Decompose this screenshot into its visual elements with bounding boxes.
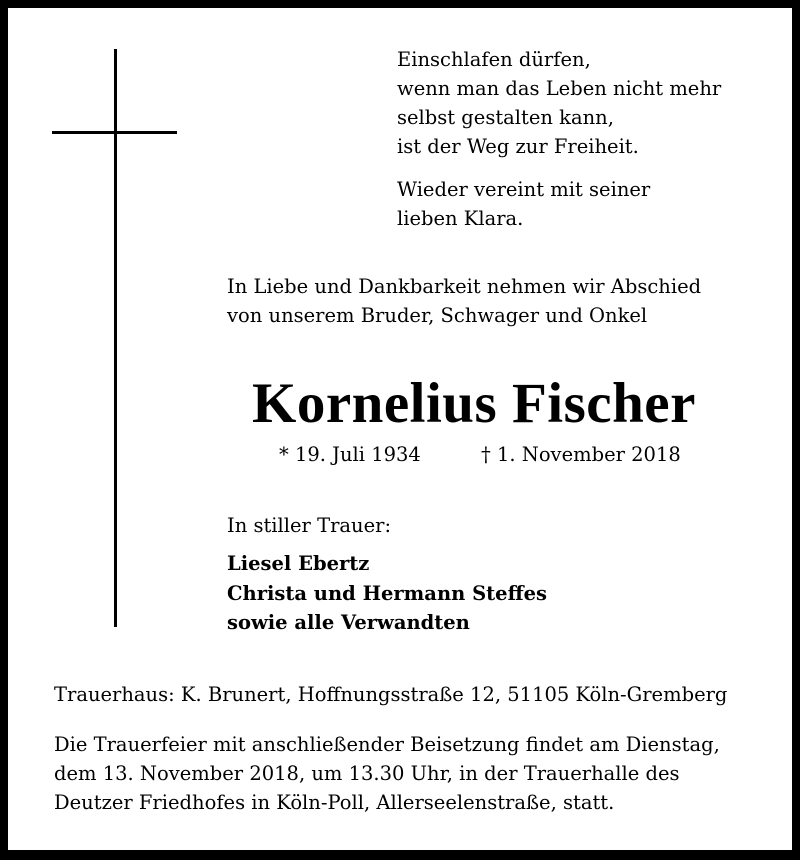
cross-icon-horizontal-bar <box>52 131 177 134</box>
funeral-line: Deutzer Friedhofes in Köln-Poll, Allerseelenstraße, statt. <box>54 791 615 814</box>
cross-icon-vertical-bar <box>114 49 117 627</box>
mourners-list <box>227 549 547 638</box>
poem-line: lieben Klara. <box>397 207 524 230</box>
poem-stanza-gap <box>397 161 721 175</box>
poem-line: wenn man das Leben nicht mehr <box>397 77 722 100</box>
mourner-name: Christa und Hermann Steffes <box>227 581 547 605</box>
deceased-name: Kornelius Fischer <box>252 372 696 435</box>
mourner-name: Liesel Ebertz <box>227 552 370 575</box>
mourner-name: sowie alle Verwandten <box>227 611 470 634</box>
intro-line: In Liebe und Dankbarkeit nehmen wir Abschied <box>227 275 702 298</box>
obituary-notice <box>8 8 792 850</box>
trauerhaus-address: Trauerhaus: K. Brunert, Hoffnungsstraße 12, 51105 Köln-Gremberg <box>54 683 728 706</box>
farewell-intro <box>227 272 701 330</box>
birth-date: * 19. Juli 1934 <box>279 443 421 466</box>
death-date: † 1. November 2018 <box>481 443 681 466</box>
funeral-line: Die Trauerfeier mit anschließender Beisetzung findet am Dienstag, <box>54 733 720 756</box>
poem-line: ist der Weg zur Freiheit. <box>397 135 639 158</box>
poem-line: selbst gestalten kann, <box>397 106 614 129</box>
poem-line: Einschlafen dürfen, <box>397 48 591 71</box>
mourners-label: In stiller Trauer: <box>227 514 392 537</box>
poem <box>397 45 721 233</box>
intro-line: von unserem Bruder, Schwager und Onkel <box>227 304 648 327</box>
funeral-line: dem 13. November 2018, um 13.30 Uhr, in der Trauerhalle des <box>54 762 680 785</box>
funeral-details <box>54 730 720 817</box>
poem-line: Wieder vereint mit seiner <box>397 178 651 201</box>
